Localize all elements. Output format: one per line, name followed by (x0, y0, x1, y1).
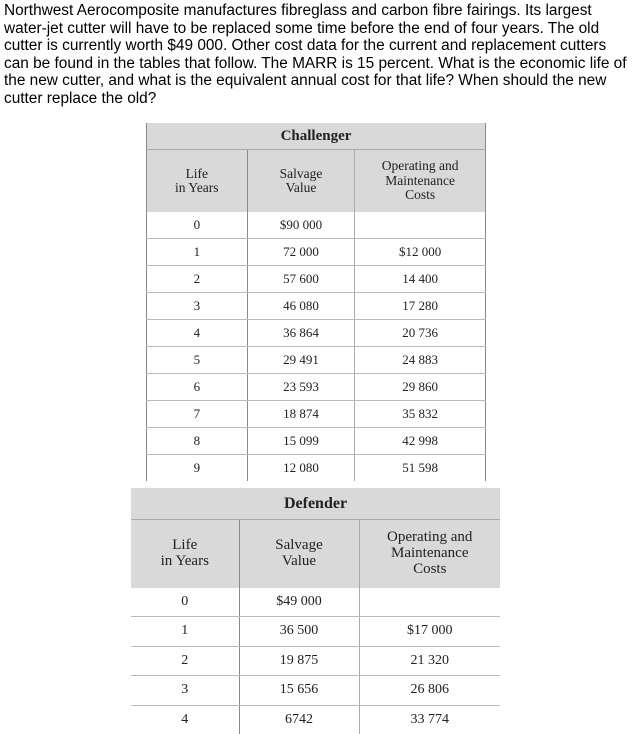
life-cell: 5 (147, 346, 248, 373)
om-cell (359, 588, 500, 617)
table-row (147, 292, 486, 319)
life-cell: 0 (147, 212, 248, 239)
life-cell: 3 (131, 676, 239, 706)
om-cell (355, 212, 486, 239)
salvage-cell: 23 593 (247, 373, 355, 400)
salvage-cell: 46 080 (247, 292, 355, 319)
problem-statement: Northwest Aerocomposite manufactures fibreglass and carbon fibre fairings. Its largest water-jet cutter will have to be replaced some time before the end of four years. The old cutter is currently worth $49 000. Other cost data for the current and replacement cutters can be found in the tables that follow. The MARR is 15 percent. What is the economic life of the new cutter, and what is the equivalent annual cost for that life? When should the new cutter replace the old? (4, 2, 627, 107)
life-header: Life in Years (131, 520, 239, 588)
table-row (131, 705, 500, 734)
om-cell: 29 860 (355, 373, 486, 400)
om-cell: 20 736 (355, 319, 486, 346)
table-row (147, 454, 486, 481)
life-cell: 1 (131, 617, 239, 647)
table-row (131, 646, 500, 676)
challenger-table (146, 123, 486, 481)
challenger-header-row (147, 150, 486, 212)
salvage-cell: 36 500 (239, 617, 359, 647)
life-header: Life in Years (147, 150, 248, 212)
table-row (147, 346, 486, 373)
life-cell: 2 (131, 646, 239, 676)
salvage-cell: 18 874 (247, 400, 355, 427)
om-header: Operating and Maintenance Costs (355, 150, 486, 212)
table-row (131, 617, 500, 647)
table-row (147, 265, 486, 292)
om-cell: 42 998 (355, 427, 486, 454)
salvage-cell: $90 000 (247, 212, 355, 239)
salvage-cell: 19 875 (239, 646, 359, 676)
life-cell: 3 (147, 292, 248, 319)
salvage-cell: 12 080 (247, 454, 355, 481)
om-cell: $17 000 (359, 617, 500, 647)
defender-table (131, 488, 500, 734)
salvage-cell: 57 600 (247, 265, 355, 292)
challenger-title: Challenger (147, 123, 486, 150)
life-cell: 4 (131, 705, 239, 734)
table-row (147, 373, 486, 400)
life-cell: 6 (147, 373, 248, 400)
life-cell: 7 (147, 400, 248, 427)
salvage-cell: $49 000 (239, 588, 359, 617)
om-cell: 17 280 (355, 292, 486, 319)
om-cell: 24 883 (355, 346, 486, 373)
salvage-cell: 6742 (239, 705, 359, 734)
om-header: Operating and Maintenance Costs (387, 529, 473, 577)
life-cell: 9 (147, 454, 248, 481)
salvage-cell: 29 491 (247, 346, 355, 373)
salvage-header: Salvage Value (239, 520, 359, 588)
om-cell: 14 400 (355, 265, 486, 292)
om-cell: 21 320 (359, 646, 500, 676)
salvage-cell: 36 864 (247, 319, 355, 346)
table-row (147, 212, 486, 239)
om-cell: 35 832 (355, 400, 486, 427)
table-row (147, 400, 486, 427)
salvage-header: Salvage Value (247, 150, 355, 212)
defender-title: Defender (131, 488, 500, 520)
life-cell: 0 (131, 588, 239, 617)
table-row (131, 676, 500, 706)
om-cell: 33 774 (410, 711, 449, 727)
table-row (147, 319, 486, 346)
salvage-cell: 15 656 (239, 676, 359, 706)
salvage-cell: 72 000 (247, 238, 355, 265)
life-cell: 1 (147, 238, 248, 265)
table-row (147, 427, 486, 454)
life-cell: 2 (147, 265, 248, 292)
om-cell: $12 000 (355, 238, 486, 265)
life-cell: 4 (147, 319, 248, 346)
salvage-cell: 15 099 (247, 427, 355, 454)
table-row (147, 238, 486, 265)
om-cell: 51 598 (355, 454, 486, 481)
table-row (131, 588, 500, 617)
life-cell: 8 (147, 427, 248, 454)
defender-header-row (131, 520, 500, 588)
om-cell: 26 806 (359, 676, 500, 706)
